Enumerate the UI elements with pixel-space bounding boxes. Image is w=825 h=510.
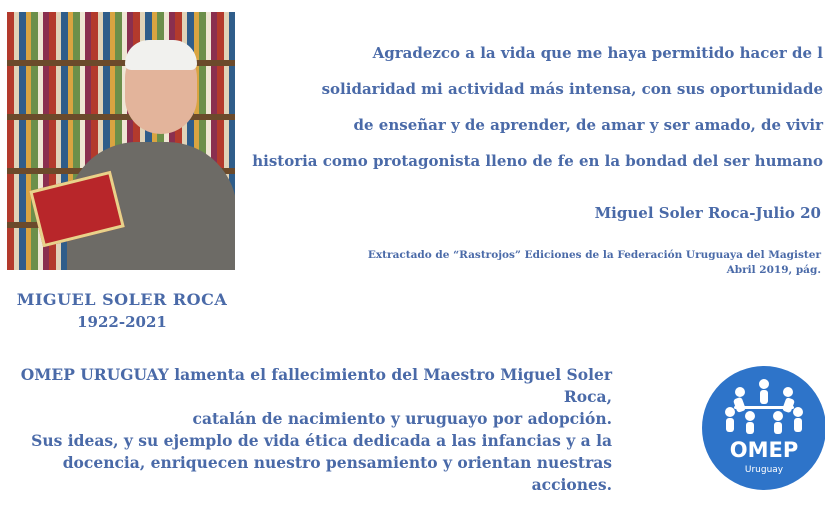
- person-hair: [125, 40, 197, 70]
- message-line: [0, 364, 612, 408]
- quote-author: Miguel Soler Roca-Julio 20: [594, 204, 821, 222]
- quote-line: Agradezco a la vida que me haya permitido hacer de l: [372, 44, 823, 62]
- logo-name: OMEP: [729, 438, 799, 462]
- message-line: Sus ideas, y su ejemplo de vida ética dedicada a las infancias y a la: [31, 431, 612, 450]
- portrait-photo: [7, 12, 235, 270]
- children-circle-icon: [720, 376, 808, 440]
- quote-line: solidaridad mi actividad más intensa, con sus oportunidade: [321, 80, 823, 98]
- source-line: Extractado de “Rastrojos” Ediciones de la Federación Uruguaya del Magister: [367, 249, 821, 261]
- source-line: Abril 2019, pág.: [726, 264, 821, 276]
- message-line: docencia, enriquecen nuestro pensamiento y orientan nuestras acciones.: [62, 453, 612, 494]
- bookshelf-row: [7, 66, 235, 114]
- logo-subtitle: Uruguay: [744, 465, 784, 475]
- message-line-rest: lamenta el fallecimiento del Maestro Miguel Soler Roca,: [168, 365, 612, 406]
- message-line: catalán de nacimiento y uruguayo por adopción.: [192, 409, 612, 428]
- person-name: MIGUEL SOLER ROCA: [16, 290, 228, 309]
- omep-logo: [702, 366, 825, 490]
- condolence-message: [0, 364, 612, 496]
- quote-line: historia como protagonista lleno de fe en la bondad del ser humano: [252, 152, 823, 170]
- message-lead: OMEP URUGUAY: [20, 365, 169, 384]
- person-years: 1922-2021: [77, 313, 167, 331]
- quote-line: de enseñar y de aprender, de amar y ser amado, de vivir: [353, 116, 823, 134]
- quote-source: [368, 248, 821, 278]
- quote-block: [252, 44, 823, 188]
- bookshelf-row: [7, 12, 235, 60]
